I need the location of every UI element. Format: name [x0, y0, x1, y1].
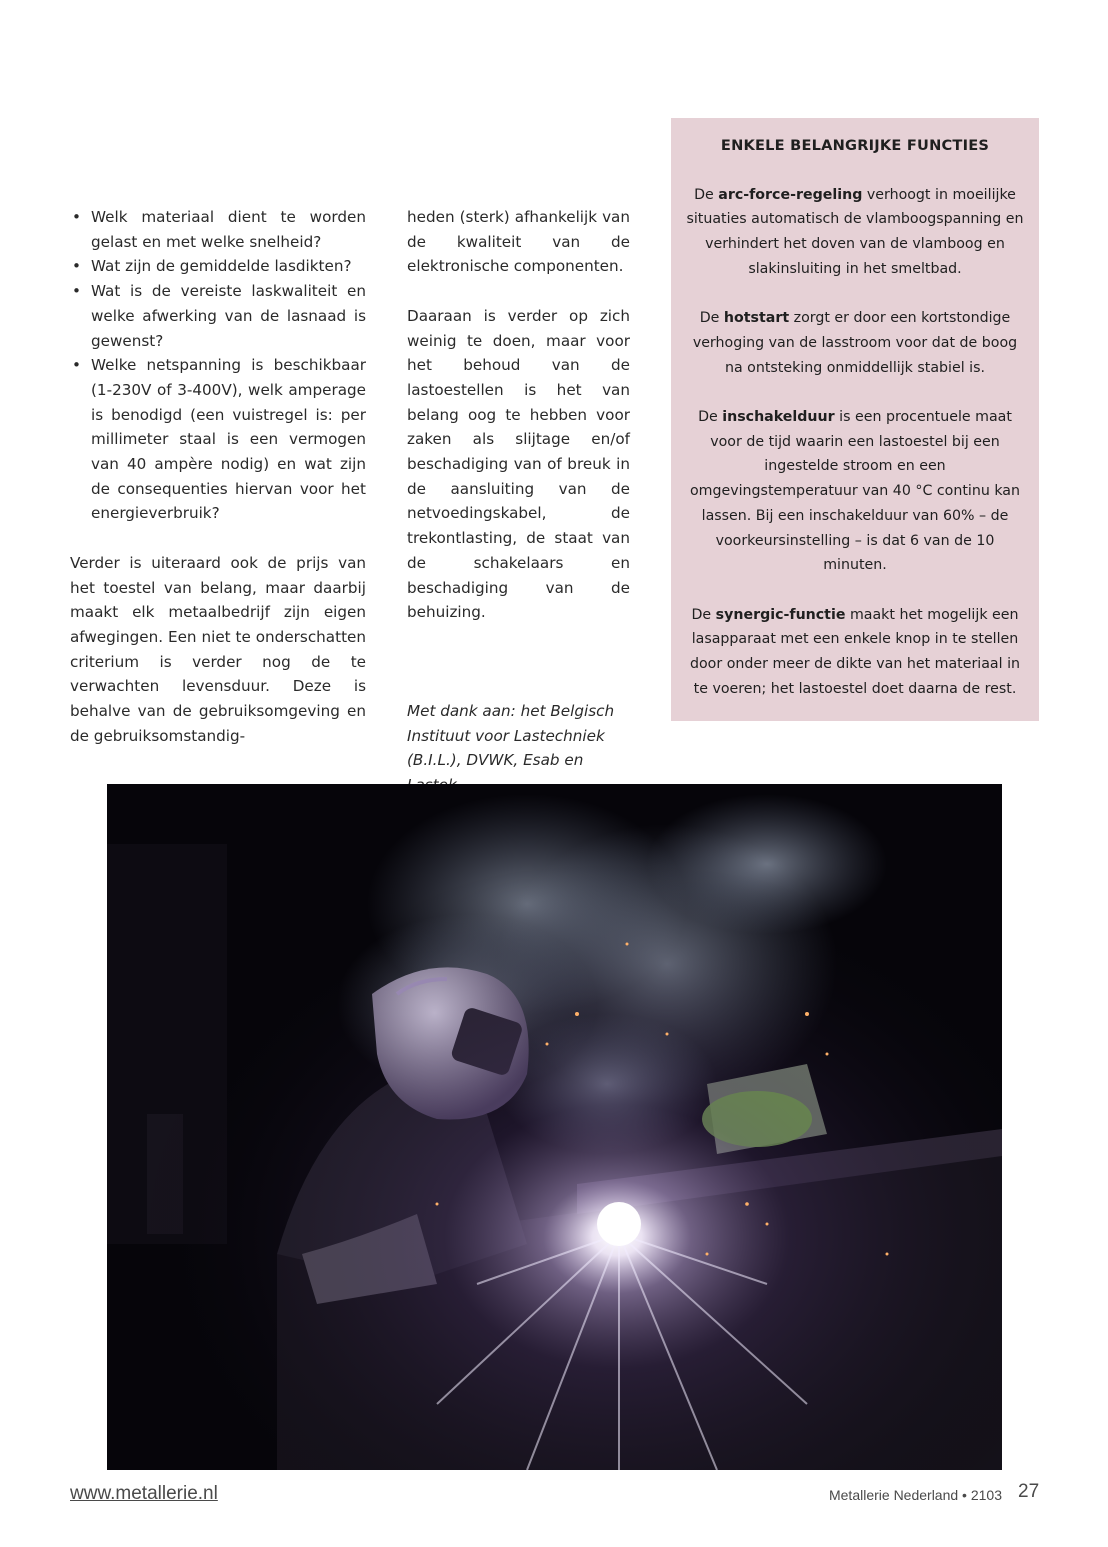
welding-photo — [107, 784, 1002, 1470]
website-link[interactable]: www.metallerie.nl — [70, 1483, 218, 1504]
question-list — [70, 205, 366, 526]
body-paragraph: Daaraan is verder op zich weinig te doen, maar voor het behoud van de lastoestellen is het van belang oog te hebben voor zaken als slijtage en/of beschadiging van of breuk in de aansluiting van de netvoedingskabel, de trekontlasting, de staat van de schakelaars en beschadiging van de behuizing. — [407, 306, 630, 622]
body-paragraph: Verder is uiteraard ook de prijs van het toestel van belang, maar daarbij maakt elk metaalbedrijf zijn eigen afwegingen. Een niet te onderschatten criterium is verder nog de te verwachten levensduur. Deze is behalve van de gebruiksomgeving en de gebruiksomstandig- — [70, 553, 366, 745]
info-box-item: De arc-force-regeling verhoogt in moeilijke situaties automatisch de vlamboogspanning en verhindert het doven van de vlamboog en slakinsluiting in het smeltbad. — [686, 186, 1024, 277]
list-item: • Welk materiaal dient te worden gelast en met welke snelheid? — [70, 205, 366, 254]
term: inschakelduur — [722, 409, 835, 425]
info-box-item: De synergic-functie maakt het mogelijk een lasapparaat met een enkele knop in te stellen door onder meer de dikte van het materiaal in te voeren; het lastoestel doet daarna de rest. — [689, 606, 1021, 697]
article-column-1 — [70, 205, 366, 748]
page-number: 27 — [1018, 1481, 1040, 1502]
info-box — [671, 118, 1039, 721]
list-item: • Wat is de vereiste laskwaliteit en welke afwerking van de lasnaad is gewenst? — [70, 279, 366, 353]
body-paragraph: heden (sterk) afhankelijk van de kwaliteit van de elektronische componenten. — [407, 208, 630, 276]
list-item: • Wat zijn de gemiddelde lasdikten? — [70, 254, 366, 279]
list-item: • Welke netspanning is beschikbaar (1-230V of 3-400V), welk amperage is benodigd (een vuistregel is: per millimeter staal is een vermogen van 40 ampère nodig) en wat zijn de consequenties hiervan voor het energieverbruik? — [70, 353, 366, 526]
article-column-2 — [407, 205, 630, 798]
term: synergic-functie — [715, 606, 846, 623]
term: arc-force-regeling — [718, 186, 863, 203]
info-box-title: ENKELE BELANGRIJKE FUNCTIES — [720, 137, 990, 154]
term: hotstart — [723, 310, 790, 327]
info-box-item: De hotstart zorgt er door een kortstondige verhoging van de lasstroom voor dat de boog na ontsteking onmiddellijk stabiel is. — [692, 310, 1018, 376]
info-box-item: De inschakelduur is een procentuele maat voor de tijd waarin een lastoestel bij een ingestelde stroom en een omgevingstemperatuur van 40 °C continu kan lassen. Bij een inschakelduur van 60% – de voorkeursinstelling – is dat 6 van de 10 minuten. — [689, 409, 1020, 574]
credit-note: Met dank aan: het Belgisch Instituut voor Lastechniek (B.I.L.), DVWK, Esab en — [407, 702, 615, 770]
publication-label: Metallerie Nederland • 2103 — [828, 1487, 1002, 1503]
